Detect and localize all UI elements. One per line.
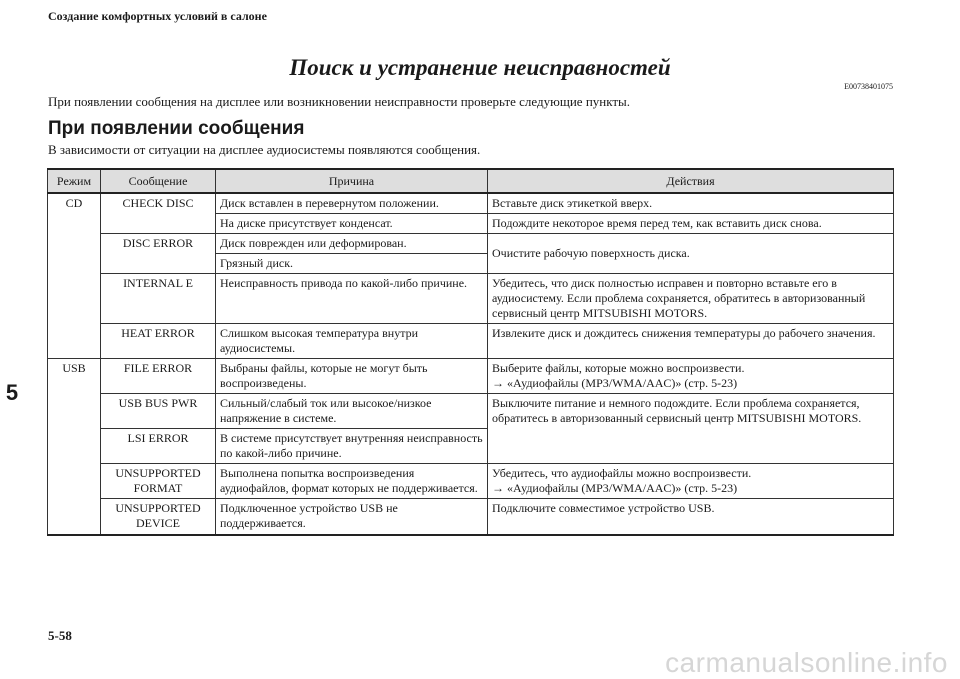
message-cell: LSI ERROR <box>101 429 216 464</box>
action-cell: Вставьте диск этикеткой вверх. <box>488 193 894 214</box>
cause-cell: В системе присутствует внутренняя неисправность по какой-либо причине. <box>216 429 488 464</box>
action-cell: Подождите некоторое время перед тем, как вставить диск снова. <box>488 214 894 234</box>
mode-cell-cd: CD <box>48 193 101 359</box>
cause-cell: Слишком высокая температура внутри аудиосистемы. <box>216 324 488 359</box>
action-cell: Подключите совместимое устройство USB. <box>488 499 894 535</box>
action-cell: Очистите рабочую поверхность диска. <box>488 234 894 274</box>
table-row <box>48 193 894 214</box>
table-row <box>48 359 894 394</box>
table-row <box>48 499 894 535</box>
action-cell <box>488 359 894 394</box>
header-actions: Действия <box>488 169 894 193</box>
mode-cell-usb: USB <box>48 359 101 535</box>
header-cause: Причина <box>216 169 488 193</box>
action-reference: → «Аудиофайлы (MP3/WMA/AAC)» (стр. 5-23) <box>492 481 738 495</box>
action-text: Убедитесь, что аудиофайлы можно воспроизвести. <box>492 466 752 480</box>
cause-cell: Выполнена попытка воспроизведения аудиофайлов, формат которых не поддерживается. <box>216 464 488 499</box>
header-mode: Режим <box>48 169 101 193</box>
cause-cell: На диске присутствует конденсат. <box>216 214 488 234</box>
action-cell: Убедитесь, что диск полностью исправен и повторно вставьте его в аудиосистему. Если проблема сохраняется, обратитесь в авторизованный сервисный центр MITSUBISHI MOTORS. <box>488 274 894 324</box>
table-row <box>48 234 894 254</box>
chapter-tab: 5 <box>5 380 19 405</box>
section-heading: При появлении сообщения <box>48 118 305 139</box>
table-row <box>48 394 894 429</box>
action-cell <box>488 464 894 499</box>
cause-cell: Неисправность привода по какой-либо причине. <box>216 274 488 324</box>
message-cell: INTERNAL E <box>101 274 216 324</box>
cause-cell: Диск поврежден или деформирован. <box>216 234 488 254</box>
message-cell: CHECK DISC <box>101 193 216 234</box>
cause-cell: Диск вставлен в перевернутом положении. <box>216 193 488 214</box>
document-code: E00738401075 <box>844 82 893 91</box>
page-number: 5-58 <box>48 628 72 643</box>
message-cell: HEAT ERROR <box>101 324 216 359</box>
message-cell: UNSUPPORTED FORMAT <box>101 464 216 499</box>
table-row <box>48 274 894 324</box>
message-cell: FILE ERROR <box>101 359 216 394</box>
section-description: В зависимости от ситуации на дисплее аудиосистемы появляются сообщения. <box>48 142 481 157</box>
cause-cell: Подключенное устройство USB не поддерживается. <box>216 499 488 535</box>
message-cell: UNSUPPORTED DEVICE <box>101 499 216 535</box>
header-message: Сообщение <box>101 169 216 193</box>
message-cell: USB BUS PWR <box>101 394 216 429</box>
table-row <box>48 324 894 359</box>
running-header: Создание комфортных условий в салоне <box>48 9 267 23</box>
cause-cell: Выбраны файлы, которые не могут быть воспроизведены. <box>216 359 488 394</box>
table-row <box>48 464 894 499</box>
message-cell: DISC ERROR <box>101 234 216 274</box>
action-cell: Выключите питание и немного подождите. Если проблема сохраняется, обратитесь в авторизованный сервисный центр MITSUBISHI MOTORS. <box>488 394 894 464</box>
cause-cell: Грязный диск. <box>216 254 488 274</box>
page-title: Поиск и устранение неисправностей <box>289 55 671 80</box>
troubleshooting-table <box>47 168 894 536</box>
table-header-row <box>48 169 894 193</box>
intro-paragraph: При появлении сообщения на дисплее или возникновении неисправности проверьте следующие пункты. <box>48 94 631 109</box>
cause-cell: Сильный/слабый ток или высокое/низкое напряжение в системе. <box>216 394 488 429</box>
action-reference: → «Аудиофайлы (MP3/WMA/AAC)» (стр. 5-23) <box>492 376 738 390</box>
action-cell: Извлеките диск и дождитесь снижения температуры до рабочего значения. <box>488 324 894 359</box>
action-text: Выберите файлы, которые можно воспроизвести. <box>492 361 745 375</box>
watermark: carmanualsonline.info <box>665 647 948 678</box>
